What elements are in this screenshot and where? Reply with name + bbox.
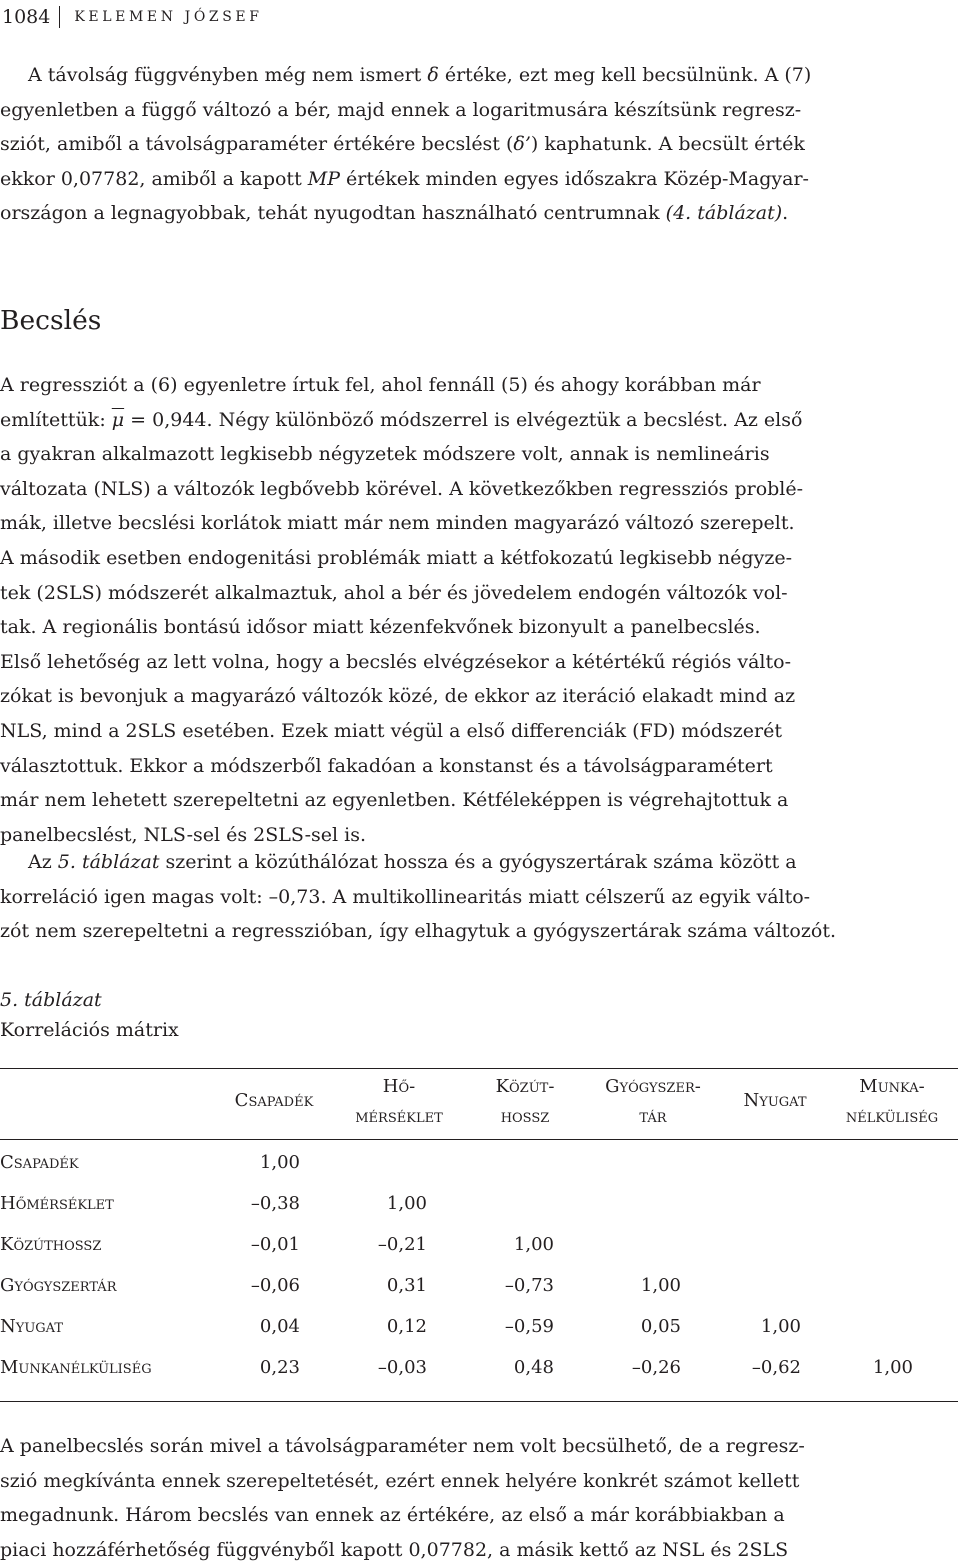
row-label: Munkanélküliség bbox=[0, 1357, 152, 1378]
table-cell: –0,03 bbox=[377, 1357, 427, 1378]
text-line: szió megkívánta ennek szerepeltetését, ezért ennek helyére konkrét számot kellett bbox=[0, 1469, 800, 1492]
section-heading: Becslés bbox=[0, 305, 102, 336]
text-line: már nem lehetett szerepeltetni az egyenletben. Kétféleképpen is végrehajtottuk a bbox=[0, 789, 789, 812]
paragraph-4 bbox=[0, 1429, 958, 1567]
row-label: Csapadék bbox=[0, 1152, 79, 1173]
table-cell: 1,00 bbox=[640, 1275, 681, 1296]
table-cell: –0,59 bbox=[504, 1316, 554, 1337]
column-header: Nyugat bbox=[743, 1090, 807, 1111]
table-top-rule bbox=[0, 1068, 958, 1069]
page-number: 1084 bbox=[2, 6, 51, 28]
table-cell: –0,21 bbox=[377, 1234, 427, 1255]
row-label: Hőmérséklet bbox=[0, 1193, 114, 1214]
paragraph-3 bbox=[0, 845, 958, 949]
table-cell: –0,62 bbox=[751, 1357, 801, 1378]
table-cell: 1,00 bbox=[386, 1193, 427, 1214]
text-line: A panelbecslés során mivel a távolságparaméter nem volt becsülhető, de a regresz- bbox=[0, 1435, 805, 1457]
text-line: Első lehetőség az lett volna, hogy a becslés elvégzésekor a kétértékű régiós válto- bbox=[0, 650, 792, 673]
text-line: említettük: $\overline{\mu} = 0,944$. Négy különböző módszerrel is elvégeztük a becslést. Az első bbox=[0, 408, 803, 431]
text-line: Az 5. táblázat szerint a közúthálózat hossza és a gyógyszertárak száma között a bbox=[28, 851, 797, 873]
table-number: 5. táblázat bbox=[0, 989, 102, 1011]
table-reference: (4. táblázat) bbox=[665, 202, 783, 225]
table-cell: 0,31 bbox=[386, 1275, 427, 1296]
mu-symbol: $\overline{\mu}$ bbox=[111, 408, 125, 431]
text-line: zókat is bevonjuk a magyarázó változók közé, de ekkor az iteráció elakadt mind az bbox=[0, 685, 796, 708]
text-line: A regressziót a (6) egyenletre írtuk fel, ahol fennáll (5) és ahogy korábban már bbox=[0, 374, 761, 396]
table-cell: 0,23 bbox=[259, 1357, 300, 1378]
text-line: választottuk. Ekkor a módszerből fakadóan a konstanst és a távolságparamétert bbox=[0, 754, 773, 777]
text-line: NLS, mind a 2SLS esetében. Ezek miatt végül a első differenciák (FD) módszerét bbox=[0, 719, 783, 742]
table-cell: 0,04 bbox=[259, 1316, 300, 1337]
paragraph-2 bbox=[0, 368, 958, 852]
table-cell: –0,06 bbox=[250, 1275, 300, 1296]
text-line: A második esetben endogenitási problémák miatt a kétfokozatú legkisebb négyze- bbox=[0, 546, 792, 569]
table-cell: 0,05 bbox=[640, 1316, 681, 1337]
table-cell: –0,01 bbox=[250, 1234, 300, 1255]
table-title: Korrelációs mátrix bbox=[0, 1019, 179, 1041]
row-label: Gyógyszertár bbox=[0, 1275, 117, 1296]
text-line: piaci hozzáférhetőség függvényből kapott 0,07782, a másik kettő az NSL és 2SLS bbox=[0, 1538, 789, 1561]
table-header-rule bbox=[0, 1139, 958, 1140]
table-cell: –0,73 bbox=[504, 1275, 554, 1296]
text-line: egyenletben a függő változó a bér, majd ennek a logaritmusára készítsünk regresz- bbox=[0, 98, 802, 121]
table-cell: 1,00 bbox=[760, 1316, 801, 1337]
text-line: ekkor 0,07782, amiből a kapott MP értékek minden egyes időszakra Közép-Magyar- bbox=[0, 167, 809, 190]
running-head-author: KELEMEN JÓZSEF bbox=[74, 9, 263, 25]
text-line: tek (2SLS) módszerét alkalmaztuk, ahol a bér és jövedelem endogén változók vol- bbox=[0, 581, 788, 604]
table-cell: 0,12 bbox=[386, 1316, 427, 1337]
table-cell: –0,26 bbox=[631, 1357, 681, 1378]
table-bottom-rule bbox=[0, 1401, 958, 1402]
text-line: változata (NLS) a változók legbővebb körével. A következőkben regressziós problé- bbox=[0, 477, 804, 500]
text-line: korreláció igen magas volt: –0,73. A multikollinearitás miatt célszerű az egyik válto- bbox=[0, 885, 811, 908]
row-label: Nyugat bbox=[0, 1316, 64, 1337]
text-line: panelbecslést, NLS-sel és 2SLS-sel is. bbox=[0, 823, 366, 846]
paragraph-1 bbox=[0, 58, 958, 231]
column-header: Hő- mérséklet bbox=[355, 1076, 443, 1127]
column-header: Közút- hossz bbox=[495, 1076, 555, 1127]
table-cell: 1,00 bbox=[259, 1152, 300, 1173]
text-line: mák, illetve becslési korlátok miatt már nem minden magyarázó változó szerepelt. bbox=[0, 512, 795, 535]
text-line: tak. A regionális bontású idősor miatt kézenfekvőnek bizonyult a panelbecslés. bbox=[0, 616, 761, 639]
text-line: országon a legnagyobbak, tehát nyugodtan használható centrumnak (4. táblázat). bbox=[0, 202, 789, 225]
row-label: Közúthossz bbox=[0, 1234, 102, 1255]
text-line: megadnunk. Három becslés van ennek az értékére, az első a már korábbiakban a bbox=[0, 1504, 785, 1527]
table-cell: 0,48 bbox=[513, 1357, 554, 1378]
text-line: A távolság függvényben még nem ismert δ értéke, ezt meg kell becsülnünk. A (7) bbox=[28, 64, 812, 86]
table-cell: 1,00 bbox=[513, 1234, 554, 1255]
text-line: zót nem szerepeltetni a regresszióban, így elhagytuk a gyógyszertárak száma változót. bbox=[0, 920, 836, 943]
table-cell: 1,00 bbox=[872, 1357, 913, 1378]
text-line: a gyakran alkalmazott legkisebb négyzetek módszere volt, annak is nemlineáris bbox=[0, 443, 770, 466]
table-cell: –0,38 bbox=[250, 1193, 300, 1214]
column-header: Gyógyszer- tár bbox=[605, 1076, 701, 1127]
column-header: Munka- nélküliség bbox=[845, 1076, 939, 1127]
column-header: Csapadék bbox=[234, 1090, 314, 1111]
text-line: sziót, amiből a távolságparaméter értékére becslést (δ’) kaphatunk. A becsült érték bbox=[0, 133, 805, 156]
table-reference: 5. táblázat bbox=[57, 851, 160, 873]
running-header bbox=[2, 4, 263, 30]
